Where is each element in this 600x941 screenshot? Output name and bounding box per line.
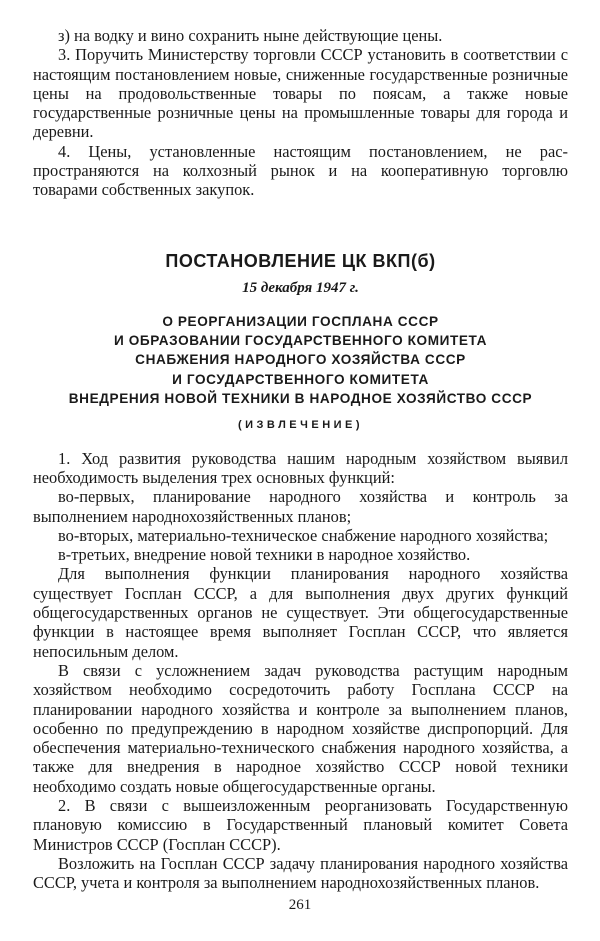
- paragraph-item-3: 3. Поручить Министерству торговли СССР установить в соответствии с настоящим постановлением новые, сниженные государственные розничные цены на продовольственные товары по поясам, а также новые государственные розничные цены на промышленные товары для города и деревни.: [33, 45, 568, 142]
- body-paragraph: В связи с усложнением задач руководства растущим народным хозяйством необходимо сосредоточить работу Госплана СССР на планировании народного хозяйства и контроле за выполнением планов, особенно по предупреждению в народном хозяйстве диспропорций. Для обеспечения материально-технического снабжения народного хозяйства, а также для внедрения в народное хозяйство СССР новой техники необходимо создать новые общегосударственные органы.: [33, 660, 568, 796]
- section-date: 15 декабря 1947 г.: [242, 279, 359, 296]
- document-page: [33, 26, 568, 893]
- body-paragraph: Возложить на Госплан СССР задачу планирования народного хозяйства СССР, учета и контроля за выполнением народнохозяйственных планов.: [33, 853, 568, 893]
- section-header: [33, 250, 568, 433]
- body-paragraph: в-третьих, внедрение новой техники в народное хозяйство.: [58, 545, 471, 565]
- paragraph-item-z: з) на водку и вино сохранить ныне действующие цены.: [58, 26, 443, 45]
- page-number: 261: [288, 897, 312, 913]
- title-line: И ОБРАЗОВАНИИ ГОСУДАРСТВЕННОГО КОМИТЕТА: [113, 333, 488, 349]
- title-line: О РЕОРГАНИЗАЦИИ ГОСПЛАНА СССР: [162, 313, 439, 329]
- paragraph-item-4: 4. Цены, установленные настоящим постановлением, не распространяются на колхозный рынок и на кооперативную торговлю товарами собственных закупок.: [33, 141, 568, 200]
- title-line: ВНЕДРЕНИЯ НОВОЙ ТЕХНИКИ В НАРОДНОЕ ХОЗЯЙСТВО СССР: [68, 391, 533, 407]
- body-paragraph: во-вторых, материально-техническое снабжение народного хозяйства;: [58, 525, 549, 545]
- body-paragraph: 2. В связи с вышеизложенным реорганизовать Государственную плановую комиссию в Государственный плановый комитет Совета Министров СССР (Госплан СССР).: [33, 796, 568, 854]
- body-paragraph: 1. Ход развития руководства нашим народным хозяйством выявил необходимость выделения трех основных функций:: [33, 448, 568, 487]
- title-line: И ГОСУДАРСТВЕННОГО КОМИТЕТА: [172, 371, 429, 387]
- spacer: [33, 433, 568, 449]
- section-title: [33, 312, 568, 409]
- section-heading: ПОСТАНОВЛЕНИЕ ЦК ВКП(б): [165, 250, 436, 271]
- title-line: СНАБЖЕНИЯ НАРОДНОГО ХОЗЯЙСТВА СССР: [135, 352, 466, 368]
- body-paragraph: во-первых, планирование народного хозяйства и контроль за выполнением народнохозяйственных планов;: [33, 487, 568, 526]
- body-paragraph: Для выполнения функции планирования народного хозяйства существует Госплан СССР, а для выполнения двух других функций общегосударственных органов не существует. Эти общегосударственные функции в настоящее время выполняет Госплан СССР, что является непосильным делом.: [33, 564, 568, 661]
- extract-note: (ИЗВЛЕЧЕНИЕ): [237, 418, 364, 431]
